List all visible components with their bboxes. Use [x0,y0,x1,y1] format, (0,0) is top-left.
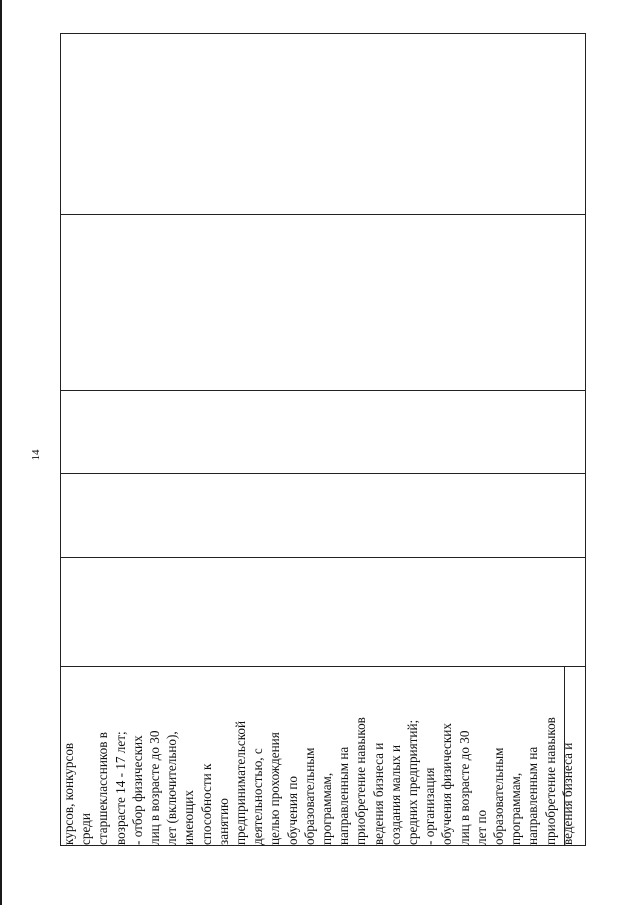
cell-line: способности к [198,763,214,845]
cell-line: приобретение навыков [542,717,558,845]
cell-line: лет (включительно), [164,731,180,845]
cell-line: программам, [319,772,335,845]
cell-line: обучения физических [439,723,455,845]
cell-line: направленным на [525,746,541,845]
cell-line: обучения по [284,775,300,845]
cell-line: создания малых и [387,744,403,845]
cell-line: занятию [215,798,231,845]
cell-line: деятельностью, с [250,748,266,845]
cell-line: лет по [473,809,489,845]
cell-line: старшеклассников в [95,732,111,845]
cell-line: возрасте 14 - 17 лет; [112,731,128,845]
cell-line: ведения бизнеса и [370,742,386,845]
cell-line: целью прохождения [267,732,283,845]
cell-line: лиц в возрасте до 30 [456,730,472,845]
cell-line: направленным на [336,746,352,845]
cell-line: имеющих [181,790,197,845]
cell-line: курсов, конкурсов [61,742,76,845]
cell-line: средних предприятий; [405,719,421,845]
cell-line: среди [78,813,94,845]
cell-line: образовательным [301,747,317,845]
table-cell-text [60,666,575,849]
cell-line: - отбор физических [129,735,145,845]
cell-line: образовательным [491,747,507,845]
cell-line: программам, [508,772,524,845]
cell-line: приобретение навыков [353,717,369,845]
page-number: 14 [30,449,42,461]
cell-line: - организация [422,767,438,845]
cell-line: лиц в возрасте до 30 [147,730,163,845]
cell-line: предпринимательской [233,720,249,845]
cell-line: ведения бизнеса и [559,742,575,845]
